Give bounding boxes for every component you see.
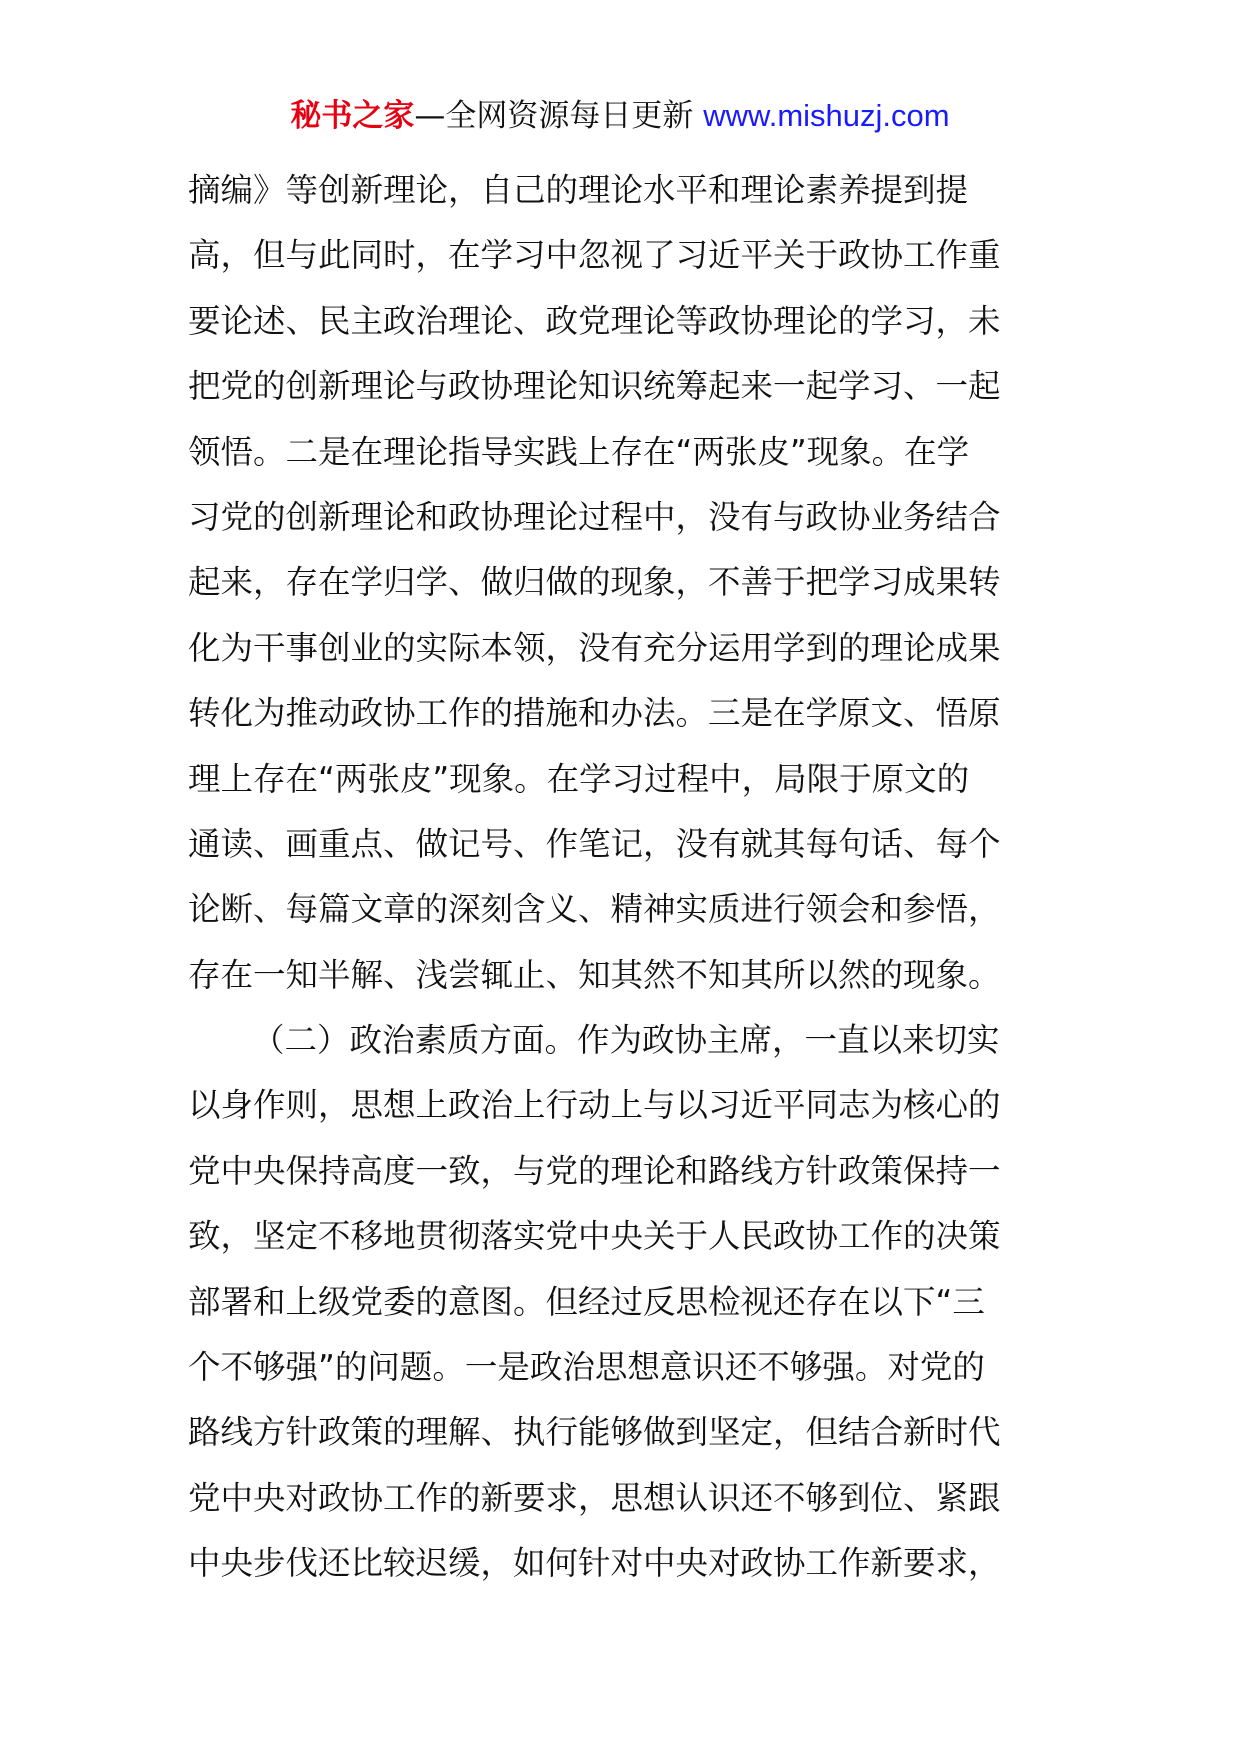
text-line: 路线方针政策的理解、执行能够做到坚定，但结合新时代 — [188, 1413, 1001, 1452]
document-body — [188, 158, 1052, 1597]
text-line: 存在一知半解、浅尝辄止、知其然不知其所以然的现象。 — [188, 955, 1001, 994]
text-line: 中央步伐还比较迟缓，如何针对中央对政协工作新要求， — [188, 1544, 1001, 1583]
text-line: 起来，存在学归学、做归做的现象，不善于把学习成果转 — [188, 563, 1001, 602]
text-line: 通读、画重点、做记号、作笔记，没有就其每句话、每个 — [188, 824, 1001, 863]
text-line: 高，但与此同时，在学习中忽视了习近平关于政协工作重 — [188, 236, 1001, 275]
text-line: 以身作则，思想上政治上行动上与以习近平同志为核心的 — [188, 1086, 1001, 1125]
site-url: www.mishuzj.com — [703, 98, 950, 133]
text-line: 化为干事创业的实际本领，没有充分运用学到的理论成果 — [188, 628, 1001, 667]
text-line: 要论述、民主政治理论、政党理论等政协理论的学习，未 — [188, 301, 1001, 340]
text-line: 论断、每篇文章的深刻含义、精神实质进行领会和参悟， — [188, 890, 1001, 929]
text-line: 转化为推动政协工作的措施和办法。三是在学原文、悟原 — [188, 694, 1001, 733]
text-line: 摘编》等创新理论，自己的理论水平和理论素养提到提 — [188, 171, 969, 209]
text-line: 党中央保持高度一致，与党的理论和路线方针政策保持一 — [188, 1151, 1001, 1190]
text-line: （二）政治素质方面。作为政协主席，一直以来切实 — [252, 1021, 1000, 1060]
text-line: 习党的创新理论和政协理论过程中，没有与政协业务结合 — [188, 497, 1001, 536]
text-line: 把党的创新理论与政协理论知识统筹起来一起学习、一起 — [188, 367, 1001, 406]
text-line: 理上存在“两张皮”现象。在学习过程中，局限于原文的 — [188, 759, 970, 798]
text-line: 致，坚定不移地贯彻落实党中央关于人民政协工作的决策 — [188, 1217, 1001, 1256]
text-line: 个不够强”的问题。一是政治思想意识还不够强。对党的 — [188, 1348, 985, 1387]
page-header — [0, 96, 1240, 136]
text-line: 领悟。二是在理论指导实践上存在“两张皮”现象。在学 — [188, 432, 970, 471]
site-brand: 秘书之家 — [290, 98, 415, 134]
site-tagline: —全网资源每日更新 — [414, 98, 694, 134]
text-line: 部署和上级党委的意图。但经过反思检视还存在以下“三 — [188, 1282, 985, 1321]
text-line: 党中央对政协工作的新要求，思想认识还不够到位、紧跟 — [188, 1478, 1001, 1517]
